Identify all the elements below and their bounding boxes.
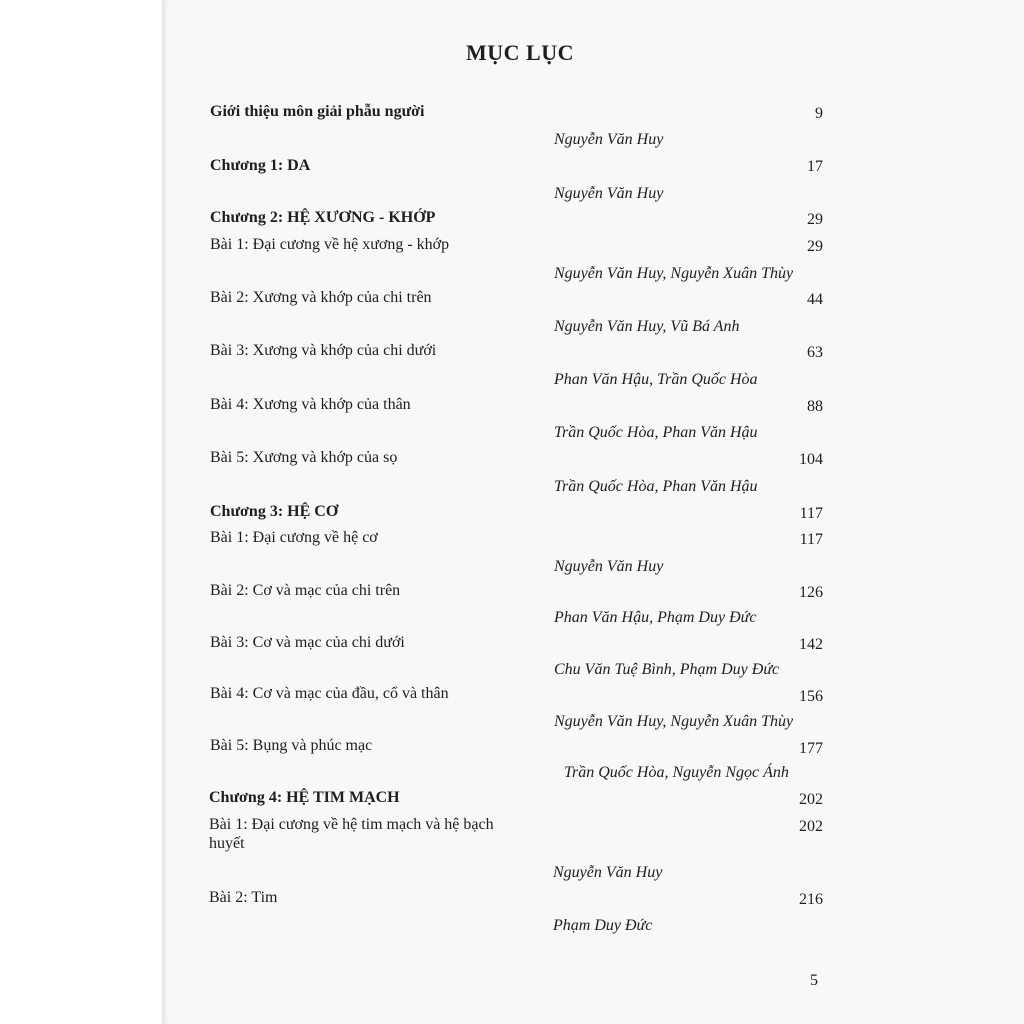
toc-page-number: 44 [807,291,823,308]
toc-page-number: 117 [799,505,823,522]
scan-left-margin [0,0,162,1024]
toc-author: Trần Quốc Hòa, Phan Văn Hậu [554,478,758,495]
toc-author: Chu Văn Tuệ Bình, Phạm Duy Đức [554,661,780,678]
toc-page-number: 202 [799,818,823,835]
toc-entry-title: Bài 1: Đại cương về hệ tim mạch và hệ bạch [209,816,494,833]
toc-page-number: 29 [807,211,823,228]
toc-entry-title: Bài 5: Bụng và phúc mạc [210,737,373,754]
toc-entry-title: Bài 2: Tim [209,889,278,906]
toc-author: Nguyễn Văn Huy [553,864,663,881]
toc-chapter-title: Chương 2: HỆ XƯƠNG - KHỚP [210,209,436,226]
toc-author: Nguyễn Văn Huy, Nguyễn Xuân Thùy [554,265,794,282]
toc-author: Nguyễn Văn Huy, Vũ Bá Anh [554,318,740,335]
toc-page-number: 17 [807,158,823,175]
toc-page-number: 29 [807,238,823,255]
toc-page-number: 117 [799,531,823,548]
toc-page-number: 63 [807,344,823,361]
toc-entry-title: Bài 2: Cơ và mạc của chi trên [210,582,401,599]
toc-chapter-title: Chương 4: HỆ TIM MẠCH [209,789,400,806]
toc-entry-title: Bài 1: Đại cương về hệ xương - khớp [210,236,450,253]
toc-entry-title: Bài 4: Xương và khớp của thân [210,396,411,413]
toc-page-number: 88 [807,398,823,415]
toc-author: Phạm Duy Đức [553,917,653,934]
toc-author: Nguyễn Văn Huy [554,558,664,575]
toc-page-number: 202 [799,791,823,808]
toc-author: Nguyễn Văn Huy [554,185,664,202]
toc-entry-title: Bài 3: Xương và khớp của chi dưới [210,342,437,359]
toc-author: Nguyễn Văn Huy, Nguyễn Xuân Thùy [554,713,794,730]
toc-entry-title: Bài 2: Xương và khớp của chi trên [210,289,432,306]
page-folio-number: 5 [810,972,818,989]
page-title: MỤC LỤC [466,40,574,65]
toc-entry-title: Bài 1: Đại cương về hệ cơ [210,529,378,546]
toc-author: Phan Văn Hậu, Phạm Duy Đức [554,609,757,626]
toc-chapter-title: Chương 3: HỆ CƠ [210,503,339,520]
toc-page-number: 177 [799,740,823,757]
toc-entry-title: Chương 1: DA [210,157,311,174]
toc-entry-title-continued: huyết [209,835,245,852]
toc-page-number: 9 [815,105,823,122]
toc-author: Nguyễn Văn Huy [554,131,664,148]
toc-page-number: 104 [799,451,823,468]
toc-author: Trần Quốc Hòa, Nguyễn Ngọc Ánh [564,764,789,781]
toc-author: Trần Quốc Hòa, Phan Văn Hậu [554,424,758,441]
toc-entry-title: Bài 4: Cơ và mạc của đầu, cổ và thân [210,685,449,702]
toc-page-number: 216 [799,891,823,908]
toc-page-number: 126 [799,584,823,601]
toc-page-number: 142 [799,636,823,653]
toc-entry-title: Bài 3: Cơ và mạc của chi dưới [210,634,405,651]
toc-author: Phan Văn Hậu, Trần Quốc Hòa [554,371,758,388]
toc-entry-title: Giới thiệu môn giải phẫu người [210,103,425,120]
toc-page-number: 156 [799,688,823,705]
toc-entry-title: Bài 5: Xương và khớp của sọ [210,449,398,466]
